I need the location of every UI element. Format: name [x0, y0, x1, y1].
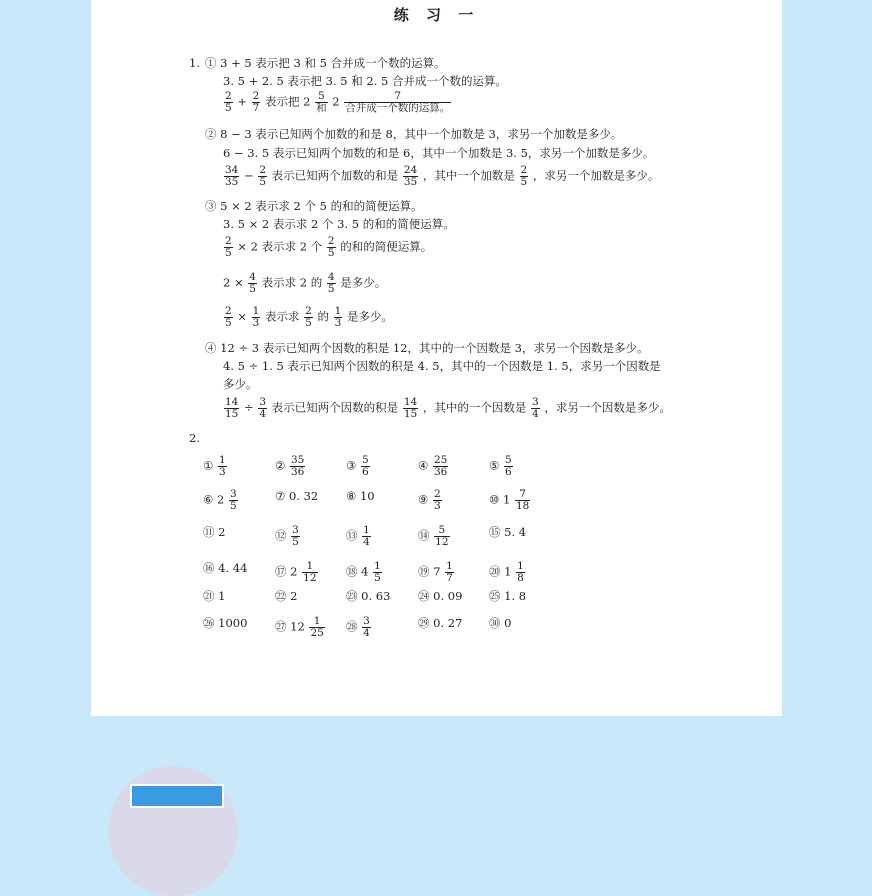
fraction-numerator: 25 — [433, 454, 448, 466]
fraction — [327, 272, 336, 295]
answer-marker: ② — [275, 458, 289, 473]
fraction-denominator: 合并成一个数的运算。 — [345, 102, 451, 114]
text-segment: × — [233, 309, 251, 324]
answer-fraction — [290, 455, 305, 478]
answer-value: 0. 09 — [433, 589, 463, 603]
q1-part2-line3 — [223, 165, 659, 188]
fraction-numerator: 1 — [302, 561, 317, 573]
answer-item — [275, 455, 306, 478]
answer-item — [275, 489, 318, 503]
fraction-denominator: 3 — [252, 317, 260, 329]
fraction-numerator: 1 — [309, 616, 324, 628]
answer-value: 0. 63 — [361, 589, 391, 603]
fraction-denominator: 8 — [517, 572, 524, 584]
answer-item — [418, 561, 455, 584]
answer-fraction — [515, 489, 530, 512]
fraction-numerator: 3 — [292, 524, 299, 536]
fraction-denominator: 5 — [305, 317, 312, 329]
answer-value: 4 — [361, 564, 373, 579]
fraction-denominator: 3 — [433, 500, 441, 512]
decorative-book-icon — [130, 784, 224, 808]
answer-item — [203, 455, 228, 478]
q1-number: 1. — [189, 56, 200, 70]
answer-marker: ⑱ — [346, 564, 362, 579]
answer-value: 1 — [504, 564, 516, 579]
fraction-numerator: 1 — [517, 560, 524, 572]
text-segment: ÷ — [240, 400, 258, 415]
fraction-numerator: 34 — [225, 164, 239, 176]
answer-marker: ⑩ — [489, 492, 503, 507]
answer-item — [203, 525, 225, 539]
fraction-denominator: 7 — [252, 102, 260, 114]
text-segment: 2 × — [223, 275, 248, 290]
answer-fraction — [229, 489, 238, 512]
fraction-denominator: 12 — [435, 536, 449, 548]
fraction-denominator: 4 — [259, 408, 267, 420]
fraction-numerator: 3 — [363, 615, 370, 627]
fraction-numerator: 2 — [252, 90, 260, 102]
text-segment: ，求另一个加数是多少。 — [529, 168, 660, 183]
text-segment: 2 — [303, 94, 315, 109]
fraction-denominator: 5 — [292, 536, 299, 548]
q1-part4-line3 — [223, 397, 671, 420]
fraction — [224, 236, 233, 259]
q1-part1-line2: 3. 5 + 2. 5 表示把 3. 5 和 2. 5 合并成一个数的运算。 — [223, 74, 507, 88]
answer-fraction — [362, 525, 371, 548]
fraction-denominator: 3 — [334, 317, 342, 329]
fraction-numerator: 4 — [249, 271, 256, 283]
answer-item — [203, 616, 247, 630]
text-segment: 表示已知两个因数的积是 — [268, 400, 402, 415]
fraction-numerator: 14 — [225, 396, 239, 408]
q1-part3-line3 — [223, 236, 432, 259]
answer-value: 1000 — [218, 616, 248, 630]
answer-item — [489, 525, 526, 539]
fraction-numerator: 2 — [305, 305, 312, 317]
fraction-numerator: 24 — [403, 164, 418, 176]
answer-fraction — [309, 616, 324, 639]
answer-value: 2 — [216, 492, 228, 507]
fraction — [403, 165, 418, 188]
answer-item — [275, 616, 326, 639]
answer-value: 2 — [290, 564, 302, 579]
answer-value: 1 — [502, 492, 514, 507]
fraction-denominator: 4 — [532, 408, 539, 420]
answer-item — [203, 589, 225, 603]
answer-marker: ⑪ — [203, 525, 219, 539]
answer-marker: ⑮ — [489, 525, 505, 539]
fraction — [344, 91, 451, 114]
answer-marker: ⑳ — [489, 564, 505, 579]
fraction-numerator: 2 — [225, 235, 232, 247]
answer-marker: ④ — [418, 458, 432, 473]
answer-marker: ㉗ — [275, 619, 291, 634]
fraction-numerator: 5 — [315, 91, 328, 103]
answer-marker: ⑨ — [418, 492, 432, 507]
answer-item — [489, 616, 511, 630]
q1-part4-line2: 4. 5 ÷ 1. 5 表示已知两个因数的积是 4. 5，其中的一个因数是 1. 5，求另一个因数是 — [223, 359, 661, 373]
answer-marker: ㉙ — [418, 616, 434, 630]
text-segment: 2 — [328, 94, 344, 109]
text-segment: 表示把 — [261, 94, 304, 109]
text-segment: 是多少。 — [343, 309, 393, 324]
fraction-numerator: 1 — [446, 560, 453, 572]
fraction-denominator: 15 — [225, 408, 239, 420]
answer-marker: ㉖ — [203, 616, 219, 630]
answer-item — [203, 561, 247, 575]
answer-value: 0. 27 — [433, 616, 463, 630]
fraction-denominator: 4 — [363, 627, 370, 639]
fraction-numerator: 35 — [290, 454, 305, 466]
fraction — [327, 236, 336, 259]
answer-value: 5. 4 — [504, 525, 527, 539]
fraction-denominator: 5 — [225, 247, 232, 259]
answer-item — [346, 616, 372, 639]
fraction-numerator: 3 — [532, 396, 539, 408]
fraction — [224, 397, 239, 420]
answer-marker: ㉘ — [346, 619, 362, 634]
answer-value: 1 — [218, 589, 226, 603]
fraction-denominator: 5 — [225, 317, 232, 329]
fraction — [224, 306, 233, 329]
answer-marker: ㉓ — [346, 589, 362, 603]
answer-marker: ⑥ — [203, 492, 217, 507]
answer-value: 12 — [290, 619, 309, 634]
answer-value: 10 — [359, 489, 375, 503]
answer-marker: ⑭ — [418, 528, 434, 543]
answer-marker: ⑦ — [275, 489, 289, 503]
fraction-denominator: 5 — [229, 500, 237, 512]
answer-marker: ㉑ — [203, 589, 219, 603]
fraction-numerator: 2 — [225, 90, 232, 102]
answer-fraction — [291, 525, 300, 548]
answer-marker: ㉒ — [275, 589, 291, 603]
answer-fraction — [433, 455, 448, 478]
answer-marker: ㉕ — [489, 589, 505, 603]
answer-fraction — [373, 561, 382, 584]
fraction-numerator: 7 — [344, 91, 451, 103]
answer-item — [489, 561, 526, 584]
text-segment: 表示求 2 的 — [257, 275, 326, 290]
fraction — [224, 91, 233, 114]
q1-part4-line2-wrap: 多少。 — [223, 377, 258, 391]
fraction-numerator: 5 — [434, 525, 449, 537]
answer-fraction — [218, 455, 227, 478]
fraction-numerator: 2 — [520, 164, 528, 176]
fraction — [258, 397, 267, 420]
answer-fraction — [302, 561, 317, 584]
fraction-denominator: 5 — [327, 283, 335, 295]
fraction — [315, 91, 328, 114]
answer-fraction — [516, 561, 525, 584]
answer-item — [489, 489, 531, 512]
answer-marker: ㉚ — [489, 616, 505, 630]
answer-marker: ③ — [346, 458, 360, 473]
fraction-numerator: 2 — [327, 235, 335, 247]
text-segment: ，求另一个因数是多少。 — [540, 400, 671, 415]
q1-part1-line3 — [223, 91, 452, 114]
text-segment: ，其中一个加数是 — [419, 168, 519, 183]
fraction — [252, 91, 261, 114]
fraction-denominator: 5 — [259, 176, 267, 188]
answer-value: 1. 8 — [504, 589, 527, 603]
answer-fraction — [361, 455, 370, 478]
fraction-denominator: 6 — [504, 466, 512, 478]
answer-marker: ⑯ — [203, 561, 219, 575]
fraction-denominator: 36 — [433, 466, 448, 478]
fraction — [252, 306, 261, 329]
fraction-numerator: 2 — [259, 164, 267, 176]
answer-value: 7 — [433, 564, 445, 579]
fraction-numerator: 2 — [433, 488, 441, 500]
answer-item — [418, 616, 462, 630]
fraction — [304, 306, 313, 329]
answer-item — [275, 561, 319, 584]
fraction-numerator: 4 — [327, 271, 335, 283]
fraction-numerator: 3 — [229, 488, 237, 500]
answer-marker: ⑤ — [489, 458, 503, 473]
fraction-numerator: 7 — [515, 489, 530, 501]
fraction — [334, 306, 343, 329]
answer-value: 4. 44 — [218, 561, 248, 575]
fraction-numerator: 5 — [361, 454, 369, 466]
answer-item — [275, 589, 297, 603]
fraction-denominator: 25 — [310, 627, 324, 639]
worksheet-page — [91, 0, 782, 716]
fraction-numerator: 1 — [252, 305, 260, 317]
q1-part4-line1: ④ 12 ÷ 3 表示已知两个因数的积是 12，其中的一个因数是 3，求另一个因数是多少。 — [205, 341, 649, 355]
answer-item — [489, 455, 514, 478]
text-segment: 的和的简便运算。 — [336, 239, 433, 254]
q1-part3-line5 — [223, 306, 393, 329]
answer-fraction — [445, 561, 454, 584]
answer-item — [346, 561, 383, 584]
q1-part3-line2: 3. 5 × 2 表示求 2 个 3. 5 的和的简便运算。 — [223, 217, 455, 231]
answer-item — [489, 589, 526, 603]
q1-part3-line1: ③ 5 × 2 表示求 2 个 5 的和的简便运算。 — [205, 199, 423, 213]
fraction-denominator: 5 — [225, 102, 232, 114]
fraction-denominator: 12 — [303, 572, 317, 584]
fraction-denominator: 7 — [446, 572, 453, 584]
answer-value: 2 — [290, 589, 298, 603]
fraction-numerator: 1 — [374, 560, 381, 572]
fraction — [531, 397, 540, 420]
answer-item — [346, 589, 390, 603]
answer-fraction — [434, 525, 449, 548]
text-segment: 的 — [313, 309, 333, 324]
fraction-denominator: 和 — [316, 102, 327, 114]
text-segment: 是多少。 — [336, 275, 387, 290]
page-title: 练 习 一 — [393, 6, 480, 24]
answer-item — [418, 525, 451, 548]
answer-item — [346, 455, 371, 478]
fraction-numerator: 2 — [225, 305, 232, 317]
text-segment: − — [240, 168, 258, 183]
fraction-numerator: 1 — [218, 454, 226, 466]
text-segment: × 2 表示求 2 个 — [233, 239, 326, 254]
answer-fraction — [433, 489, 442, 512]
fraction-numerator: 14 — [403, 396, 418, 408]
answer-marker: ㉔ — [418, 589, 434, 603]
fraction-denominator: 35 — [403, 176, 418, 188]
answer-item — [418, 489, 443, 512]
fraction — [403, 397, 418, 420]
fraction — [224, 165, 239, 188]
answer-value: 0. 32 — [288, 489, 319, 503]
answer-marker: ① — [203, 458, 217, 473]
answer-fraction — [504, 455, 513, 478]
answer-marker: ⑧ — [346, 489, 360, 503]
fraction — [258, 165, 267, 188]
q1-part2-line2: 6 − 3. 5 表示已知两个加数的和是 6，其中一个加数是 3. 5，求另一个加数是多少。 — [223, 146, 655, 160]
answer-value: 2 — [218, 525, 226, 539]
fraction-denominator: 5 — [520, 176, 528, 188]
fraction-denominator: 5 — [374, 572, 381, 584]
answer-item — [418, 589, 462, 603]
fraction-denominator: 35 — [225, 176, 239, 188]
text-segment: ，其中的一个因数是 — [419, 400, 531, 415]
text-segment: 表示求 — [261, 309, 304, 324]
q1-part1-line1: ① 3 + 5 表示把 3 和 5 合并成一个数的运算。 — [205, 56, 446, 70]
fraction-denominator: 5 — [327, 247, 335, 259]
q1-part2-line1: ② 8 − 3 表示已知两个加数的和是 8，其中一个加数是 3，求另一个加数是多少。 — [205, 127, 623, 141]
q2-number: 2. — [189, 431, 200, 445]
answer-item — [346, 525, 372, 548]
fraction-numerator: 3 — [259, 396, 267, 408]
answer-item — [275, 525, 301, 548]
answer-fraction — [362, 616, 371, 639]
text-segment: 表示已知两个加数的和是 — [268, 168, 402, 183]
answer-marker: ⑰ — [275, 564, 291, 579]
fraction-denominator: 5 — [249, 283, 256, 295]
answer-marker: ⑲ — [418, 564, 434, 579]
fraction-numerator: 1 — [363, 524, 370, 536]
answer-item — [418, 455, 449, 478]
text-segment: + — [233, 94, 251, 109]
fraction — [520, 165, 529, 188]
fraction-denominator: 36 — [290, 466, 305, 478]
answer-item — [203, 489, 239, 512]
fraction-denominator: 15 — [403, 408, 418, 420]
q1-part3-line4 — [223, 272, 386, 295]
fraction-denominator: 6 — [361, 466, 369, 478]
fraction-numerator: 5 — [504, 454, 512, 466]
answer-marker: ⑬ — [346, 528, 362, 543]
answer-item — [346, 489, 375, 503]
answer-value: 0 — [504, 616, 512, 630]
fraction-denominator: 18 — [515, 500, 530, 512]
fraction — [248, 272, 257, 295]
fraction-denominator: 3 — [218, 466, 226, 478]
fraction-numerator: 1 — [334, 305, 342, 317]
fraction-denominator: 4 — [363, 536, 370, 548]
answer-marker: ⑫ — [275, 528, 291, 543]
